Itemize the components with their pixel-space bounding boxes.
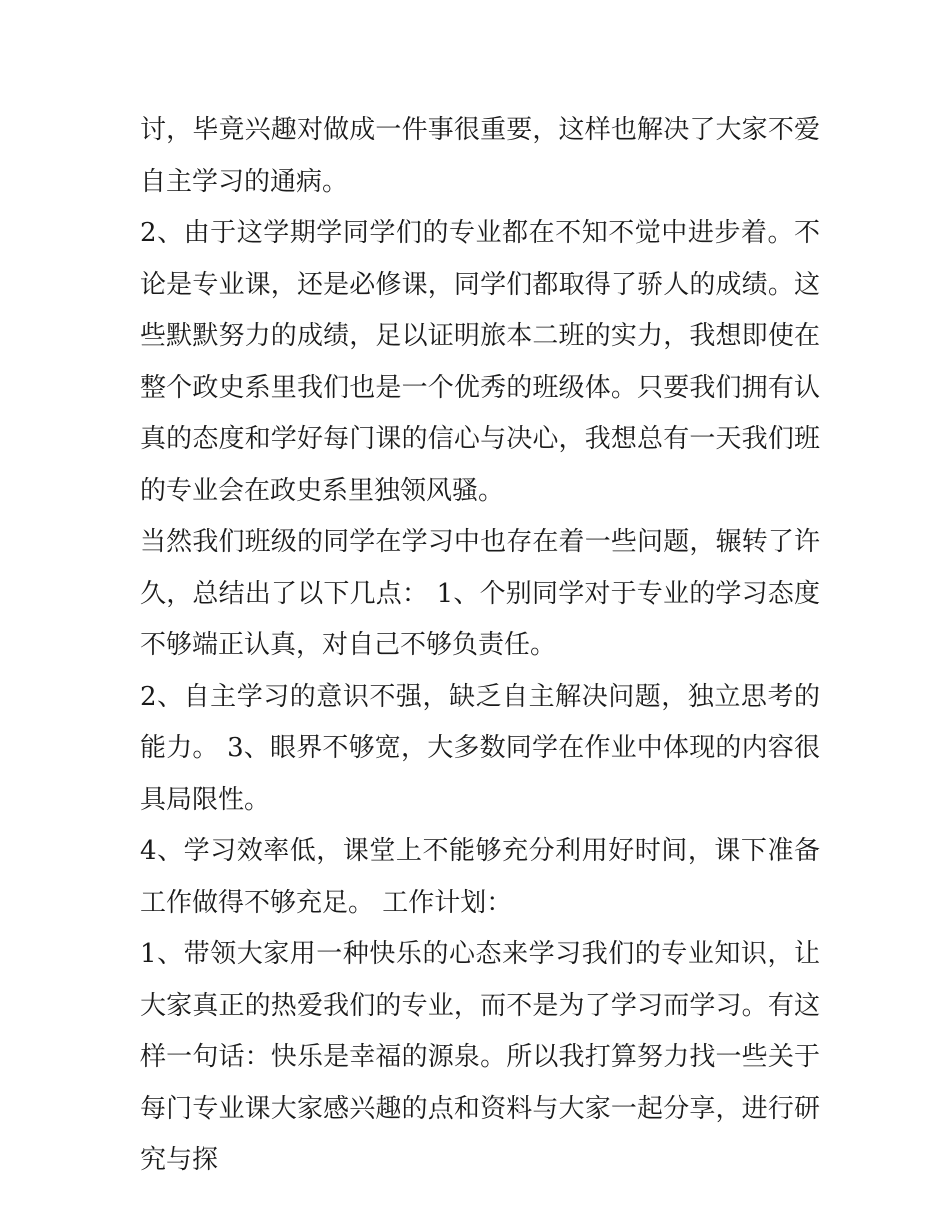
paragraph-3: 当然我们班级的同学在学习中也存在着一些问题，辗转了许久，总结出了以下几点： 1、个别同学对于专业的学习态度不够端正认真，对自己不够负责任。 [140, 527, 820, 660]
paragraph-2: 2、由于这学期学同学们的专业都在不知不觉中进步着。不论是专业课，还是必修课，同学们都取得了骄人的成绩。这些默默努力的成绩，足以证明旅本二班的实力，我想即使在整个政史系里我们也是一个优秀的班级体。只要我们拥有认真的态度和学好每门课的信心与决心，我想总有一天我们班的专业会在政史系里独领风骚。 [140, 218, 820, 506]
paragraph-1: 讨，毕竟兴趣对做成一件事很重要，这样也解决了大家不爱自主学习的通病。 [140, 115, 820, 197]
document-body [140, 105, 820, 1187]
paragraph-5: 4、学习效率低，课堂上不能够充分利用好时间，课下准备工作做得不够充足。 工作计划： [140, 836, 820, 918]
paragraph-6: 1、带领大家用一种快乐的心态来学习我们的专业知识，让大家真正的热爱我们的专业，而不是为了学习而学习。有这样一句话：快乐是幸福的源泉。所以我打算努力找一些关于每门专业课大家感兴趣的点和资料与大家一起分享，进行研究与探 [140, 939, 820, 1175]
paragraph-4: 2、自主学习的意识不强，缺乏自主解决问题，独立思考的能力。 3、眼界不够宽，大多数同学在作业中体现的内容很具局限性。 [140, 681, 820, 815]
